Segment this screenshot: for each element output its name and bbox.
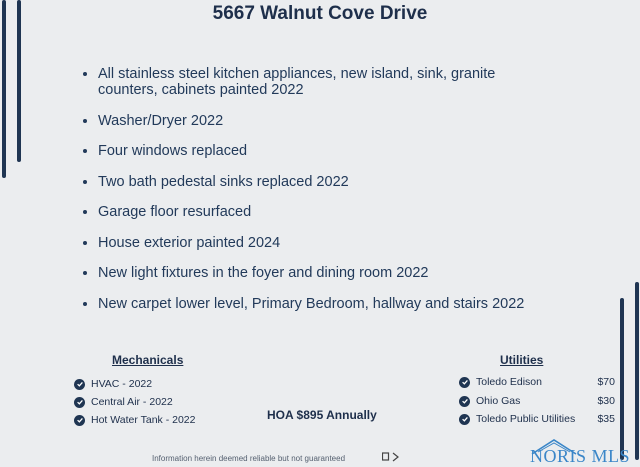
page-title: 5667 Walnut Cove Drive	[212, 3, 428, 24]
equal-housing-icon	[382, 452, 400, 462]
check-circle-icon	[459, 396, 470, 407]
feature-item: • Washer/Dryer 2022	[98, 113, 558, 129]
feature-item: • House exterior painted 2024	[98, 235, 558, 251]
mechanicals-item	[74, 414, 195, 426]
check-circle-icon	[74, 379, 85, 390]
noris-mls-logo: NORIS MLS	[530, 446, 631, 466]
feature-item: • New light fixtures in the foyer and dining room 2022	[98, 265, 558, 281]
check-circle-icon	[74, 415, 85, 426]
utility-amount: $70	[597, 376, 615, 388]
decorative-bar-right-inner	[620, 298, 624, 460]
feature-item: • Garage floor resurfaced	[98, 204, 558, 220]
utilities-item	[459, 395, 615, 407]
feature-item: • New carpet lower level, Primary Bedroom, hallway and stairs 2022	[98, 296, 558, 312]
feature-list	[78, 66, 558, 326]
mechanicals-heading: Mechanicals	[112, 353, 184, 367]
check-circle-icon	[74, 397, 85, 408]
utilities-heading: Utilities	[500, 353, 544, 367]
feature-item: • Two bath pedestal sinks replaced 2022	[98, 174, 558, 190]
utilities-item	[459, 376, 615, 388]
utility-name: Toledo Edison	[476, 376, 542, 388]
check-circle-icon	[459, 377, 470, 388]
feature-item: • Four windows replaced	[98, 143, 558, 159]
mechanicals-item-label: Central Air - 2022	[91, 396, 173, 408]
utility-amount: $35	[597, 413, 615, 425]
decorative-bar-right-outer	[635, 282, 639, 460]
decorative-bar-left-outer	[2, 0, 6, 178]
mechanicals-item-label: Hot Water Tank - 2022	[91, 414, 196, 426]
check-circle-icon	[459, 414, 470, 425]
utility-name: Ohio Gas	[476, 395, 521, 407]
utility-amount: $30	[597, 395, 615, 407]
disclaimer-text: Information herein deemed reliable but not guaranteed	[152, 454, 346, 463]
mechanicals-item	[74, 396, 173, 408]
utilities-item	[459, 413, 615, 425]
mechanicals-item	[74, 378, 152, 390]
feature-item: • All stainless steel kitchen appliances, new island, sink, granite counters, cabinets painted 2022	[98, 66, 558, 98]
hoa-fee: HOA $895 Annually	[267, 408, 377, 422]
mechanicals-item-label: HVAC - 2022	[91, 378, 153, 390]
utility-name: Toledo Public Utilities	[476, 413, 576, 425]
